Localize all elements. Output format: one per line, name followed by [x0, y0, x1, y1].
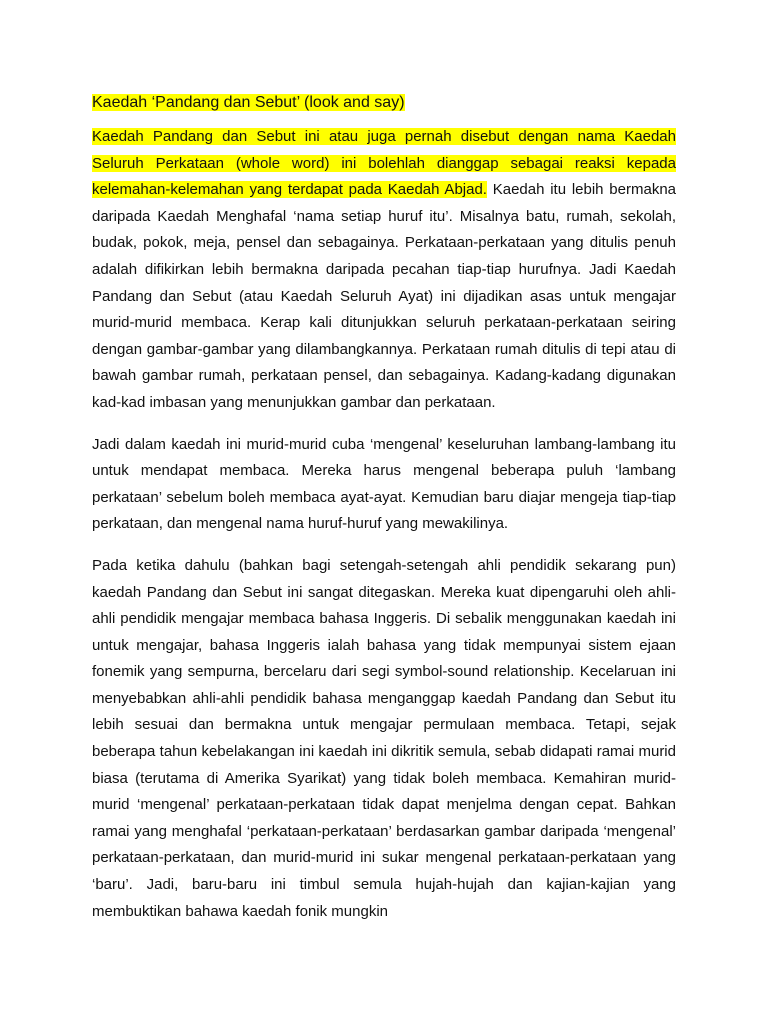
document-title	[92, 92, 676, 114]
paragraph-2	[92, 432, 676, 538]
title-highlight: Kaedah ‘Pandang dan Sebut’ (look and say)	[92, 94, 405, 111]
paragraph-1	[92, 124, 676, 417]
paragraph-3	[92, 553, 676, 925]
document-page	[92, 92, 676, 940]
paragraph-2-text: Jadi dalam kaedah ini murid-murid cuba ‘mengenal’ keseluruhan lambang-lambang itu untuk mendapat membaca. Mereka harus mengenal beberapa puluh ‘lambang perkataan’ sebelum boleh membaca ayat-ayat. Kemudian baru diajar mengeja tiap-tiap perkataan, dan mengenal nama huruf-huruf yang mewakilinya.	[92, 435, 676, 533]
paragraph-1-highlight: Kaedah Pandang dan Sebut ini atau juga pernah disebut dengan nama Kaedah Seluruh Perkataan (whole word) ini bolehlah dianggap sebagai reaksi kepada kelemahan-kelemahan yang terdapat pada Kaedah Abjad.	[92, 128, 676, 199]
paragraph-3-text: Pada ketika dahulu (bahkan bagi setengah-setengah ahli pendidik sekarang pun) kaedah Pandang dan Sebut ini sangat ditegaskan. Mereka kuat dipengaruhi oleh ahli-ahli pendidik mengajar membaca bahasa Inggeris. Di sebalik menggunakan kaedah ini untuk mengajar, bahasa Inggeris ialah bahasa yang tidak mempunyai sistem ejaan fonemik yang sempurna, bercelaru dari segi symbol-sound relationship. Kecelaruan ini menyebabkan ahli-ahli pendidik bahasa menganggap kaedah Pandang dan Sebut itu lebih sesuai dan bermakna untuk mengajar permulaan membaca. Tetapi, sejak beberapa tahun kebelakangan ini kaedah ini dikritik semula, sebab didapati ramai murid biasa (terutama di Amerika Syarikat) yang tidak boleh membaca. Kemahiran murid-murid ‘mengenal’ perkataan-perkataan tidak dapat menjelma dengan cepat. Bahkan ramai yang menghafal ‘perkataan-perkataan’ berdasarkan gambar daripada ‘mengenal’ perkataan-perkataan, dan murid-murid ini sukar mengenal perkataan-perkataan yang ‘baru’. Jadi, baru-baru ini timbul semula hujah-hujah dan kajian-kajian yang membuktikan bahawa kaedah fonik mungkin	[92, 556, 676, 920]
paragraph-1-text: Kaedah itu lebih bermakna daripada Kaedah Menghafal ‘nama setiap huruf itu’. Misalnya batu, rumah, sekolah, budak, pokok, meja, pensel dan sebagainya. Perkataan-perkataan yang ditulis penuh adalah difikirkan lebih bermakna daripada pecahan tiap-tiap hurufnya. Jadi Kaedah Pandang dan Sebut (atau Kaedah Seluruh Ayat) ini dijadikan asas untuk mengajar murid-murid membaca. Kerap kali ditunjukkan seluruh perkataan-perkataan seiring dengan gambar-gambar yang dilambangkannya. Perkataan rumah ditulis di tepi atau di bawah gambar rumah, perkataan pensel, dan sebagainya. Kadang-kadang digunakan kad-kad imbasan yang menunjukkan gambar dan perkataan.	[92, 181, 677, 411]
